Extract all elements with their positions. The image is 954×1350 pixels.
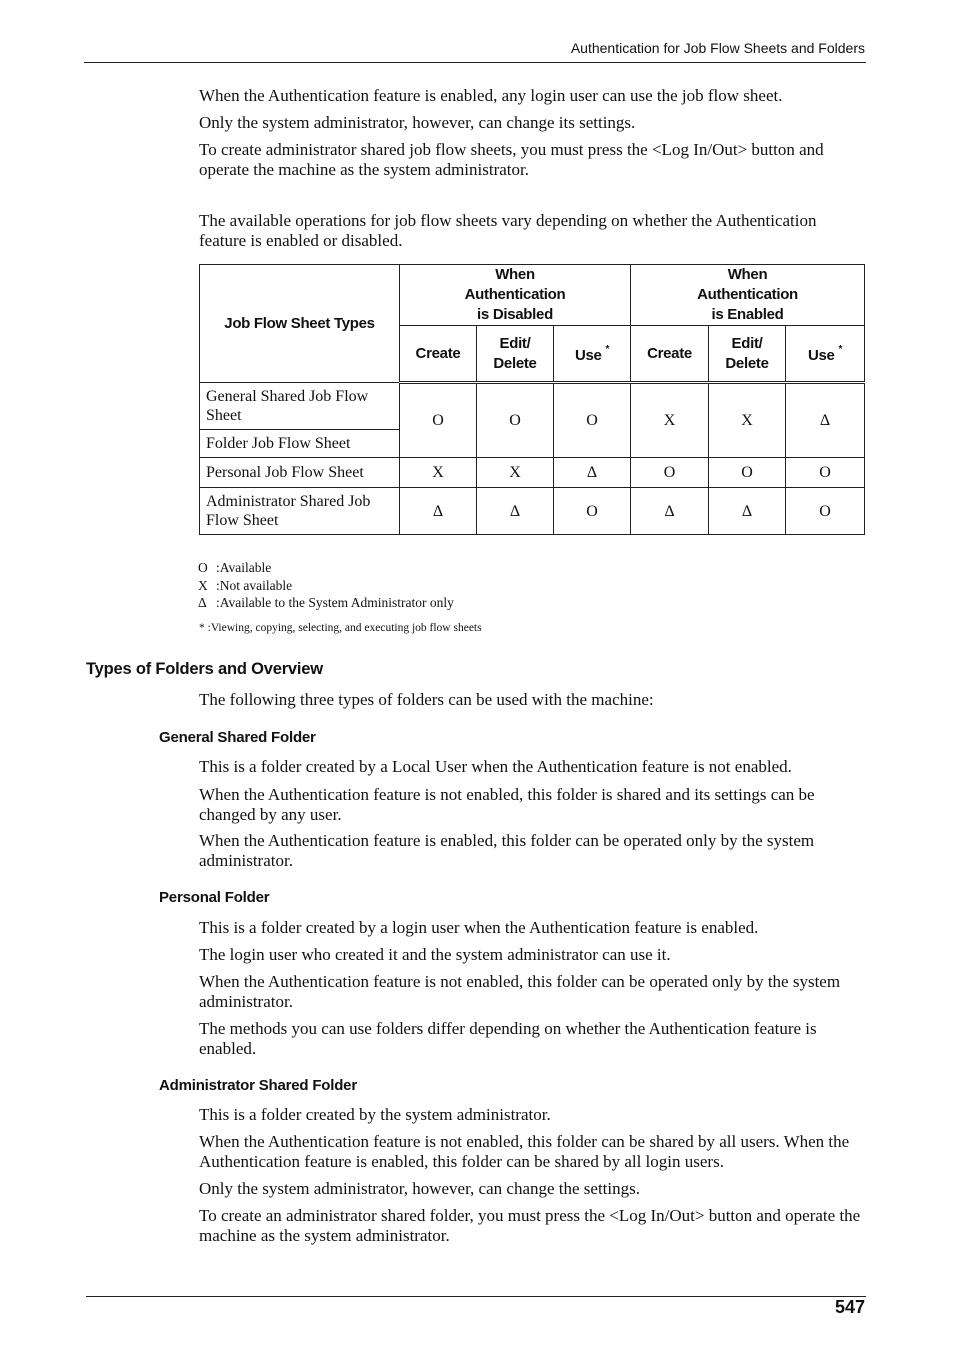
- legend-text: :Available: [216, 560, 272, 575]
- cell-mark: O: [786, 458, 865, 488]
- legend-text: :Available to the System Administrator only: [216, 595, 454, 610]
- cell-mark: O: [477, 383, 554, 458]
- cell-mark: O: [631, 458, 709, 488]
- page-number: 547: [834, 1297, 865, 1317]
- admin-paragraph-2: When the Authentication feature is not enabled, this folder can be shared by all users. When the Authentication feature is enabled, this folder can be shared by all login users.: [199, 1132, 850, 1171]
- general-paragraph-1: This is a folder created by a Local User when the Authentication feature is not enabled.: [199, 757, 792, 776]
- cell-mark: Δ: [709, 488, 786, 535]
- cell-mark: O: [554, 488, 631, 535]
- header-job-flow-sheet-types: Job Flow Sheet Types: [200, 265, 400, 383]
- cell-mark: O: [400, 383, 477, 458]
- table-footnote: * :Viewing, copying, selecting, and executing job flow sheets: [199, 622, 482, 634]
- cell-mark: O: [554, 383, 631, 458]
- subheading-administrator-shared-folder: Administrator Shared Folder: [159, 1077, 357, 1094]
- cell-mark: Δ: [477, 488, 554, 535]
- personal-paragraph-3: When the Authentication feature is not enabled, this folder can be operated only by the system administrator.: [199, 972, 841, 1011]
- cell-mark: O: [709, 458, 786, 488]
- legend-item-not-available: [198, 577, 292, 594]
- header-auth-disabled: When Authentication is Disabled: [400, 265, 631, 326]
- cell-mark: X: [400, 458, 477, 488]
- personal-paragraph-2: The login user who created it and the system administrator can use it.: [199, 945, 671, 964]
- subheading-general-shared-folder: General Shared Folder: [159, 729, 316, 746]
- cell-mark: Δ: [400, 488, 477, 535]
- legend-symbol: Δ: [198, 595, 207, 610]
- cell-mark: X: [709, 383, 786, 458]
- section-heading: Types of Folders and Overview: [86, 660, 323, 678]
- intro-paragraph-4: The available operations for job flow sheets vary depending on whether the Authentication feature is enabled or disabled.: [199, 211, 817, 250]
- general-paragraph-3: When the Authentication feature is enabled, this folder can be operated only by the system administrator.: [199, 831, 815, 870]
- general-paragraph-2: When the Authentication feature is not enabled, this folder is shared and its settings can be changed by any user.: [199, 785, 815, 824]
- footer-rule: [86, 1296, 866, 1297]
- asterisk-mark: *: [605, 343, 610, 355]
- intro-paragraph-1: When the Authentication feature is enabled, any login user can use the job flow sheet.: [199, 86, 783, 105]
- header-auth-enabled: When Authentication is Enabled: [631, 265, 865, 326]
- admin-paragraph-3: Only the system administrator, however, can change the settings.: [199, 1179, 640, 1198]
- asterisk-mark: *: [838, 343, 843, 355]
- subheader-use-disabled: Use *: [554, 326, 631, 383]
- subheader-use-enabled: Use *: [786, 326, 865, 383]
- table-row: [200, 383, 865, 430]
- running-header: Authentication for Job Flow Sheets and Folders: [570, 40, 865, 56]
- subheader-create-disabled: Create: [400, 326, 477, 383]
- admin-paragraph-4: To create an administrator shared folder, you must press the <Log In/Out> button and operate the machine as the system administrator.: [199, 1206, 861, 1245]
- personal-paragraph-1: This is a folder created by a login user when the Authentication feature is enabled.: [199, 918, 759, 937]
- row-label: Administrator Shared Job Flow Sheet: [200, 488, 400, 535]
- cell-mark: O: [786, 488, 865, 535]
- legend-symbol: X: [198, 578, 208, 593]
- subheading-personal-folder: Personal Folder: [159, 889, 270, 906]
- cell-mark: X: [477, 458, 554, 488]
- table-row: [200, 458, 865, 488]
- subheader-edit-enabled: Edit/ Delete: [709, 326, 786, 383]
- cell-mark: Δ: [631, 488, 709, 535]
- table-row: [200, 488, 865, 535]
- personal-paragraph-4: The methods you can use folders differ depending on whether the Authentication feature is enabled.: [199, 1019, 817, 1058]
- intro-paragraph-3: To create administrator shared job flow sheets, you must press the <Log In/Out> button and operate the machine as the system administrator.: [199, 140, 824, 179]
- subheader-create-enabled: Create: [631, 326, 709, 383]
- cell-mark: Δ: [786, 383, 865, 458]
- folders-intro: The following three types of folders can be used with the machine:: [199, 690, 654, 709]
- intro-paragraph-2: Only the system administrator, however, can change its settings.: [199, 113, 636, 132]
- legend-symbol: O: [198, 560, 208, 575]
- legend-item-admin-only: [198, 594, 454, 611]
- row-label: Personal Job Flow Sheet: [200, 458, 400, 488]
- legend-text: :Not available: [216, 578, 293, 593]
- legend-item-available: [198, 559, 271, 576]
- row-label: General Shared Job Flow Sheet: [200, 383, 400, 430]
- admin-paragraph-1: This is a folder created by the system administrator.: [199, 1105, 551, 1124]
- header-rule: [84, 62, 866, 63]
- row-label: Folder Job Flow Sheet: [200, 430, 400, 458]
- cell-mark: X: [631, 383, 709, 458]
- subheader-edit-disabled: Edit/ Delete: [477, 326, 554, 383]
- job-flow-sheet-table: [199, 264, 865, 535]
- cell-mark: Δ: [554, 458, 631, 488]
